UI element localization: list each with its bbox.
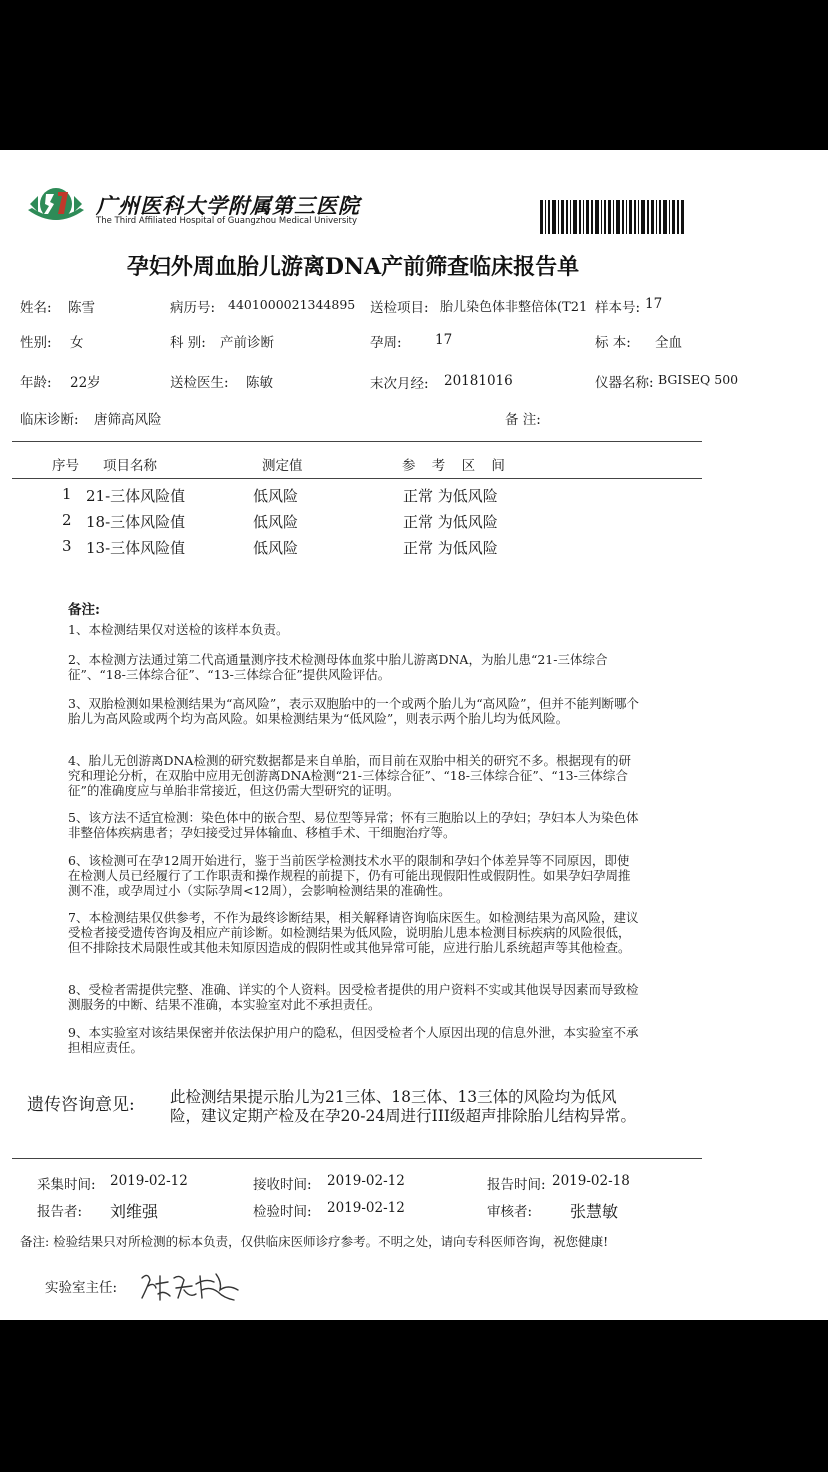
patient-name: 陈雪 — [68, 300, 95, 316]
sample-label: 样本号: — [595, 300, 641, 316]
counseling-text: 此检测结果提示胎儿为21三体、18三体、13三体的风险均为低风险，建议定期产检及在孕20-24周进行III级超声排除胎儿结构异常。 — [170, 1088, 637, 1125]
header-ref: 参 考 区 间 — [402, 458, 505, 474]
table-header-rule — [12, 478, 702, 479]
week-value: 17 — [435, 332, 453, 348]
footer-rule — [12, 1158, 702, 1159]
reviewer-label: 审核者: — [487, 1204, 533, 1220]
table-top-rule — [12, 441, 702, 442]
collect-time: 2019-02-12 — [110, 1173, 188, 1189]
instrument-label: 仪器名称: — [595, 375, 654, 391]
note-item: 9、本实验室对该结果保密并依法保护用户的隐私，但因受检者个人原因出现的信息外泄，本实验室不承担相应责任。 — [68, 1025, 639, 1055]
sex-label: 性别: — [20, 335, 52, 351]
counseling-label: 遗传咨询意见: — [27, 1095, 135, 1115]
note-item: 3、双胎检测如果检测结果为“高风险”，表示双胞胎中的一个或两个胎儿为“高风险”，但并不能判断哪个胎儿为高风险或两个均为高风险。如果检测结果为“低风险”，则表示两个胎儿均为低风险。 — [68, 696, 640, 726]
receive-time: 2019-02-12 — [327, 1173, 405, 1189]
report-title: 孕妇外周血胎儿游离DNA产前筛查临床报告单 — [126, 254, 580, 280]
specimen-value: 全血 — [655, 335, 682, 351]
note-item: 8、受检者需提供完整、准确、详实的个人资料。因受检者提供的用户资料不实或其他误导因素而导致检测服务的中断、结果不准确，本实验室对此不承担责任。 — [68, 982, 639, 1012]
lmp-label: 末次月经: — [370, 376, 429, 392]
doctor-label: 送检医生: — [170, 375, 229, 391]
report-label: 报告时间: — [487, 1177, 546, 1193]
project-value: 胎儿染色体非整倍体(T21 — [440, 300, 588, 315]
sample-number: 17 — [645, 296, 663, 312]
row-no: 1 — [62, 485, 72, 503]
report-time: 2019-02-18 — [552, 1173, 630, 1189]
note-item: 7、本检测结果仅供参考，不作为最终诊断结果，相关解释请咨询临床医生。如检测结果为高风险，建议受检者接受遗传咨询及相应产前诊断。如检测结果为低风险，说明胎儿患本检测目标疾病的风险很低，但不排除技术局限性或其他未知原因造成的假阴性或其他异常可能，应进行胎儿系统超声等其他检查。 — [68, 910, 639, 955]
collect-label: 采集时间: — [37, 1177, 96, 1193]
header-no: 序号 — [52, 458, 79, 474]
record-number: 4401000021344895 — [228, 297, 356, 312]
diagnosis-label: 临床诊断: — [20, 412, 79, 428]
director-signature — [138, 1268, 246, 1304]
record-label: 病历号: — [170, 300, 216, 316]
reviewer-name: 张慧敏 — [570, 1202, 619, 1221]
hospital-name-en: The Third Affiliated Hospital of Guangzhou Medical University — [96, 216, 358, 226]
lmp-value: 20181016 — [444, 373, 513, 389]
row-value: 低风险 — [253, 487, 299, 505]
note-item: 1、本检测结果仅对送检的该样本负责。 — [68, 622, 289, 637]
row-item: 18-三体风险值 — [86, 513, 186, 531]
note-item: 2、本检测方法通过第二代高通量测序技术检测母体血浆中胎儿游离DNA，为胎儿患“21-三体综合征”、“18-三体综合征”、“13-三体综合征”提供风险评估。 — [68, 652, 608, 682]
hospital-name-cn: 广州医科大学附属第三医院 — [96, 193, 360, 218]
project-label: 送检项目: — [370, 300, 429, 316]
header-item: 项目名称 — [103, 458, 157, 474]
report-page — [0, 150, 828, 1320]
barcode-icon — [540, 200, 684, 234]
test-label: 检验时间: — [253, 1204, 312, 1220]
row-item: 13-三体风险值 — [86, 539, 186, 557]
name-label: 姓名: — [20, 300, 52, 316]
week-label: 孕周: — [370, 335, 402, 351]
row-item: 21-三体风险值 — [86, 487, 186, 505]
dept-value: 产前诊断 — [220, 335, 274, 351]
note-item: 6、该检测可在孕12周开始进行，鉴于当前医学检测技术水平的限制和孕妇个体差异等不同原因，即使在检测人员已经履行了工作职责和操作规程的前提下，仍有可能出现假阳性或假阴性。如果孕妇孕周推测不准，或孕周过小（实际孕周<12周），会影响检测结果的准确性。 — [68, 853, 631, 898]
doctor-value: 陈敏 — [246, 375, 273, 391]
test-time: 2019-02-12 — [327, 1200, 405, 1216]
header-value: 测定值 — [262, 458, 303, 474]
specimen-label: 标 本: — [595, 335, 631, 351]
director-label: 实验室主任: — [45, 1280, 118, 1296]
note-item: 5、该方法不适宜检测：染色体中的嵌合型、易位型等异常；怀有三胞胎以上的孕妇；孕妇本人为染色体非整倍体疾病患者；孕妇接受过异体输血、移植手术、干细胞治疗等。 — [68, 810, 639, 840]
row-no: 3 — [62, 537, 72, 555]
patient-age: 22岁 — [70, 375, 101, 391]
instrument-value: BGISEQ 500 — [658, 372, 739, 387]
notes-title: 备注: — [68, 602, 100, 618]
remark-label: 备 注: — [505, 412, 541, 428]
row-ref: 正常 为低风险 — [403, 487, 498, 505]
hospital-logo-icon — [24, 184, 88, 230]
footer-disclaimer: 备注: 检验结果只对所检测的标本负责，仅供临床医师诊疗参考。不明之处，请向专科医师咨询，祝您健康! — [20, 1234, 609, 1249]
row-no: 2 — [62, 511, 72, 529]
note-item: 4、胎儿无创游离DNA检测的研究数据都是来自单胎，而目前在双胎中相关的研究不多。根据现有的研究和理论分析，在双胎中应用无创游离DNA检测“21-三体综合征”、“18-三体综合征”、“13-三体综合征”的准确度应与单胎非常接近，但这仍需大型研究的证明。 — [68, 753, 631, 798]
patient-sex: 女 — [70, 335, 84, 351]
receive-label: 接收时间: — [253, 1177, 312, 1193]
reporter-label: 报告者: — [37, 1204, 83, 1220]
row-ref: 正常 为低风险 — [403, 513, 498, 531]
row-value: 低风险 — [253, 539, 299, 557]
reporter-name: 刘维强 — [110, 1202, 159, 1221]
row-ref: 正常 为低风险 — [403, 539, 498, 557]
diagnosis-value: 唐筛高风险 — [94, 412, 162, 428]
row-value: 低风险 — [253, 513, 299, 531]
dept-label: 科 别: — [170, 335, 206, 351]
age-label: 年龄: — [20, 375, 52, 391]
